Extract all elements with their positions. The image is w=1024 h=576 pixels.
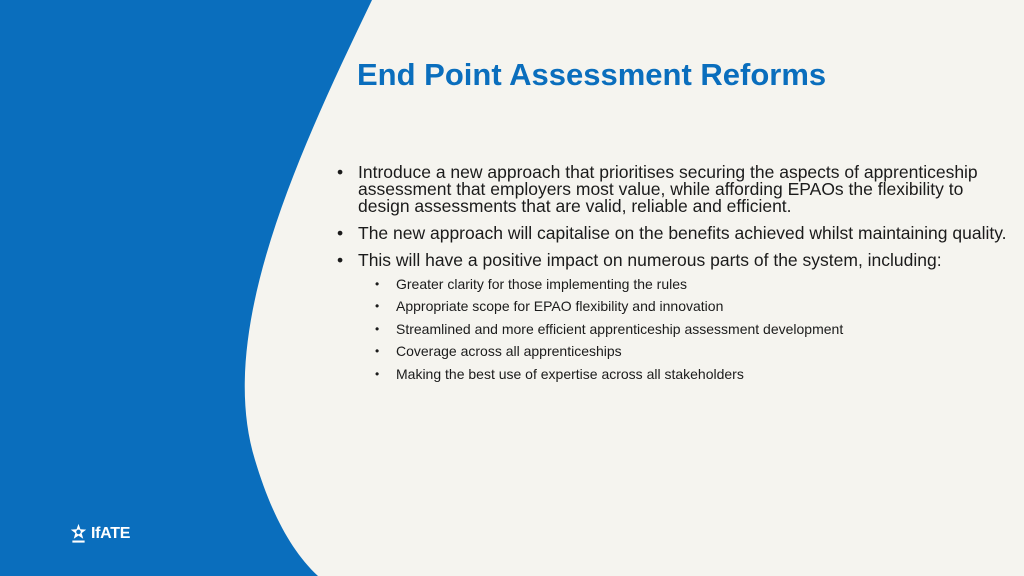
sub-bullet-text: Making the best use of expertise across all stakeholders (396, 365, 744, 382)
bullet-text: Introduce a new approach that prioritises securing the aspects of apprenticeship assessment that employers most value, while affording EPAOs the flexibility to design assessments that are valid, reliable and efficient. (358, 162, 978, 216)
bullet-item (337, 225, 1007, 242)
sub-bullet-item (375, 320, 1007, 338)
sub-bullet-marker: • (375, 277, 380, 291)
sub-bullet-text: Greater clarity for those implementing the rules (396, 276, 688, 292)
sub-bullet-item (375, 275, 1007, 293)
bullet-text: This will have a positive impact on numerous parts of the system, including: (358, 250, 942, 270)
sub-bullet-item (375, 297, 1007, 315)
sub-bullet-marker: • (375, 299, 380, 314)
bullet-item (337, 252, 1007, 383)
sub-bullet-list (375, 275, 1007, 383)
bullet-marker: • (337, 162, 344, 182)
bullet-item (337, 164, 1007, 215)
sub-bullet-item (375, 342, 1007, 360)
sub-bullet-item (375, 365, 1007, 383)
bullet-marker: • (337, 223, 344, 243)
sub-bullet-marker: • (375, 366, 380, 381)
ifate-logo (68, 523, 130, 544)
bullet-text: The new approach will capitalise on the benefits achieved whilst maintaining quality. (358, 223, 1007, 243)
sub-bullet-marker: • (375, 321, 380, 336)
logo-text: IfATE (91, 524, 131, 542)
star-cluster-icon (68, 523, 89, 544)
sub-bullet-text: Appropriate scope for EPAO flexibility and innovation (396, 298, 724, 315)
bullet-list (337, 164, 1007, 393)
sub-bullet-text: Streamlined and more efficient apprenticeship assessment development (396, 320, 844, 337)
bullet-marker: • (337, 250, 344, 270)
sub-bullet-text: Coverage across all apprenticeships (396, 343, 622, 360)
sub-bullet-marker: • (375, 344, 380, 359)
slide-title: End Point Assessment Reforms (357, 57, 827, 92)
